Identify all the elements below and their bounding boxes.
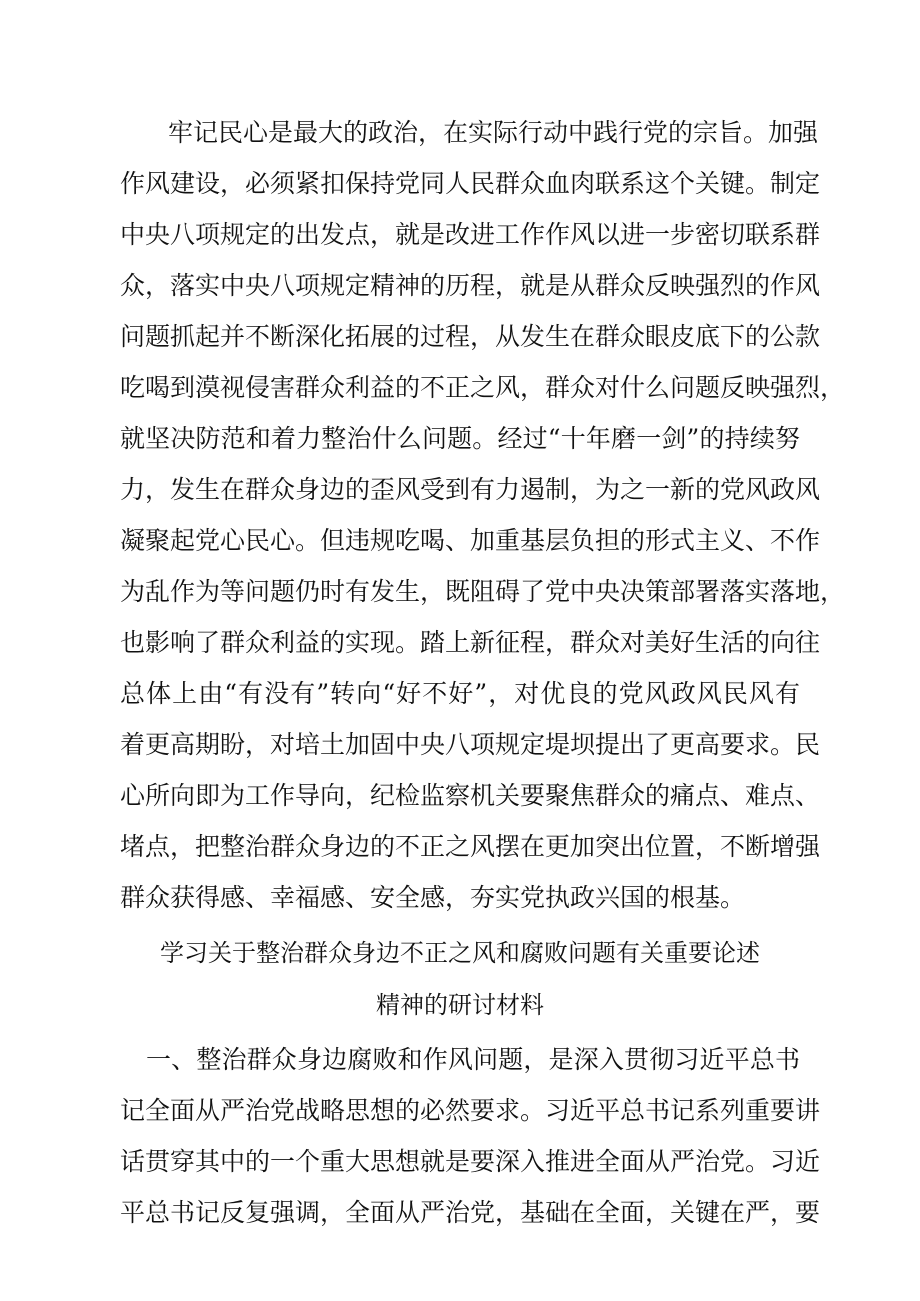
paragraph-line: 众，落实中央八项规定精神的历程，就是从群众反映强烈的作风 — [120, 271, 821, 300]
paragraph-line: 力，发生在群众身边的歪风受到有力遏制，为之一新的党风政风 — [120, 475, 821, 504]
paragraph-line: 话贯穿其中的一个重大思想就是要深入推进全面从严治党。习近 — [120, 1147, 821, 1176]
paragraph-line: 牢记民心是最大的政治，在实际行动中践行党的宗旨。加强 — [168, 118, 819, 147]
title-line-1: 学习关于整治群众身边不正之风和腐败问题有关重要论述 — [160, 939, 760, 967]
paragraph-line: 为乱作为等问题仍时有发生，既阻碍了党中央决策部署落实落地， — [120, 577, 846, 606]
paragraph-line: 群众获得感、幸福感、安全感，夯实党执政兴国的根基。 — [120, 883, 746, 912]
paragraph-line: 总体上由“有没有”转向“好不好”，对优良的党风政风民风有 — [120, 679, 800, 708]
title-line-2: 精神的研讨材料 — [376, 991, 544, 1019]
paragraph-line: 就坚决防范和着力整治什么问题。经过“十年磨一剑”的持续努 — [120, 424, 800, 453]
paragraph-line: 记全面从严治党战略思想的必然要求。习近平总书记系列重要讲 — [120, 1096, 821, 1125]
paragraph-line: 吃喝到漠视侵害群众利益的不正之风，群众对什么问题反映强烈， — [120, 373, 846, 402]
paragraph-line: 平总书记反复强调，全面从严治党，基础在全面，关键在严，要 — [120, 1198, 821, 1227]
paragraph-line: 着更高期盼，对培土加固中央八项规定堤坝提出了更高要求。民 — [120, 730, 821, 759]
paragraph-line: 作风建设，必须紧扣保持党同人民群众血肉联系这个关键。制定 — [120, 169, 821, 198]
paragraph-line: 凝聚起党心民心。但违规吃喝、加重基层负担的形式主义、不作 — [120, 526, 821, 555]
paragraph-line: 中央八项规定的出发点，就是改进工作作风以进一步密切联系群 — [120, 220, 821, 249]
paragraph-line: 堵点，把整治群众身边的不正之风摆在更加突出位置，不断增强 — [120, 832, 821, 861]
paragraph-line: 心所向即为工作导向，纪检监察机关要聚焦群众的痛点、难点、 — [120, 781, 821, 810]
paragraph-line: 一、整治群众身边腐败和作风问题，是深入贯彻习近平总书 — [146, 1045, 800, 1074]
paragraph-line: 也影响了群众利益的实现。踏上新征程，群众对美好生活的向往 — [120, 628, 821, 657]
paragraph-line: 问题抓起并不断深化拓展的过程，从发生在群众眼皮底下的公款 — [120, 322, 821, 351]
